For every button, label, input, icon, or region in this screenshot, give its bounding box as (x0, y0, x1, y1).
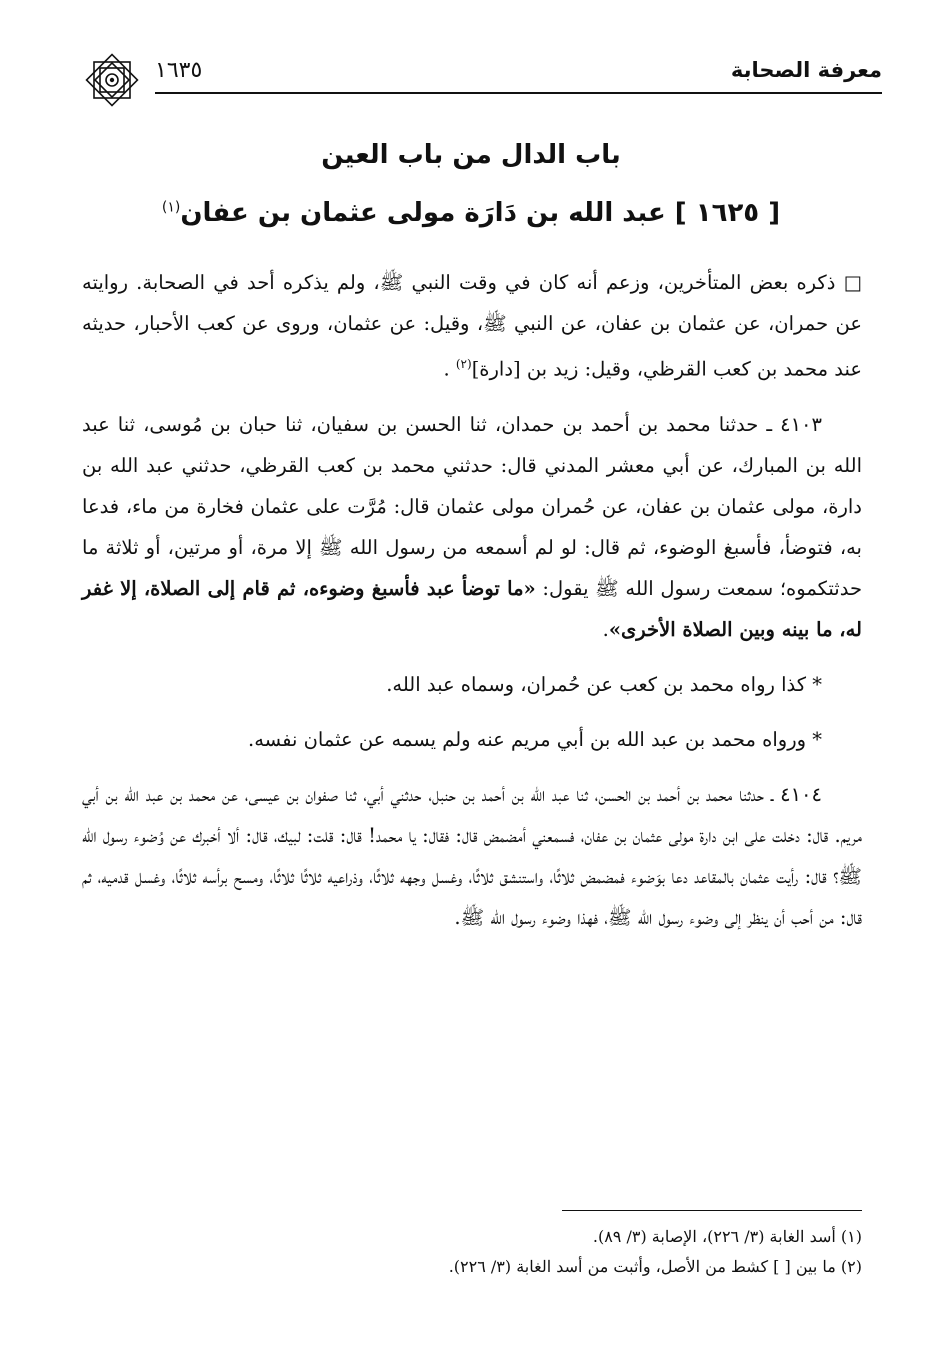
running-title: معرفة الصحابة (730, 58, 882, 82)
footnote-ref-2: (٢) (455, 357, 472, 371)
entry-number: [ ١٦٢٥ ] (674, 198, 781, 228)
page-number: ١٦٣٥ (155, 58, 203, 83)
footnotes (82, 1222, 862, 1282)
chapter-title: باب الدال من باب العين (321, 140, 621, 170)
entry-footnote-ref: (١) (161, 199, 181, 216)
note-paragraph-2: * ورواه محمد بن عبد الله بن أبي مريم عنه ولم يسمه عن عثمان نفسه. (248, 727, 822, 751)
main-text (82, 262, 862, 952)
page-header (80, 52, 882, 98)
hadith-4103-end: . (602, 617, 609, 641)
intro-text: □ ذكره بعض المتأخرين، وزعم أنه كان في وقت النبي ﷺ، ولم يذكره أحد في الصحابة. روايته عن حمران، عن عثمان بن عفان، عن النبي ﷺ، وقيل: عن عثمان، وروى عن كعب الأحبار، حديثه عند محمد بن كعب القرظي، وقيل: زيد بن [دارة] (82, 271, 862, 381)
hadith-4103-quote: «ما توضأ عبد فأسبغ وضوءه، ثم قام إلى الصلاة، إلا غفر له، ما بينه وبين الصلاة الأخرى» (82, 576, 862, 641)
footnote-2: (٢) ما بين [ ] كشط من الأصل، وأثبت من أسد الغابة (٣/ ٢٢٦). (448, 1257, 862, 1276)
header-rule (155, 92, 882, 94)
entry-title (60, 198, 882, 228)
footnote-rule (562, 1210, 862, 1211)
intro-paragraph (82, 262, 862, 390)
intro-end: . (443, 357, 456, 381)
octagram-ornament-icon (80, 48, 144, 112)
hadith-4103-text: ٤١٠٣ ـ حدثنا محمد بن أحمد بن حمدان، ثنا الحسن بن سفيان، ثنا حبان بن مُوسى، ثنا عبد الله بن المبارك، عن أبي معشر المدني قال: حدثني محمد بن كعب القرظي، حدثني عبد الله بن دارة، مولى عثمان بن عفان، عن حُمران مولى عثمان قال: مُرَّت على عثمان فخارة من ماء، فدعا به، فتوضأ، فأسبغ الوضوء، ثم قال: لو لم أسمعه من رسول الله ﷺ إلا مرة، أو مرتين، أو ثلاثة ما حدثتكموه؛ سمعت رسول الله ﷺ يقول: (82, 412, 862, 600)
footnote-1: (١) أسد الغابة (٣/ ٢٢٦)، الإصابة (٣/ ٨٩). (592, 1227, 862, 1246)
hadith-4103 (82, 404, 862, 650)
entry-name: عبد الله بن دَارَة مولى عثمان بن عفان (180, 198, 666, 228)
note-paragraph-1: * كذا رواه محمد بن كعب عن حُمران، وسماه عبد الله. (386, 672, 822, 696)
hadith-4104: ٤١٠٤ ـ حدثنا محمد بن أحمد بن الحسن، ثنا عبد الله بن أحمد بن حنبل، حدثني أبي، ثنا صفوان بن عيسى، عن محمد بن عبد الله بن أبي مريم. قال: دخلت على ابن دارة مولى عثمان بن عفان، فسمعني أمضمض قال: فقال: يا محمد! قال: قلت: لبيك، قال: ألا أخبرك عن وُضوء رسول الله ﷺ؟ قال: رأيت عثمان بالمقاعد دعا بوَضوء فمضمض ثلاثًا، واستنشق ثلاثًا، وغسل وجهه ثلاثًا، وذراعيه ثلاثًا ثلاثًا، ومسح برأسه ثلاثًا، وغسل قدميه، ثم قال: من أحب أن ينظر إلى وضوء رسول الله ﷺ، فهذا وضوء رسول الله ﷺ. (82, 782, 862, 929)
